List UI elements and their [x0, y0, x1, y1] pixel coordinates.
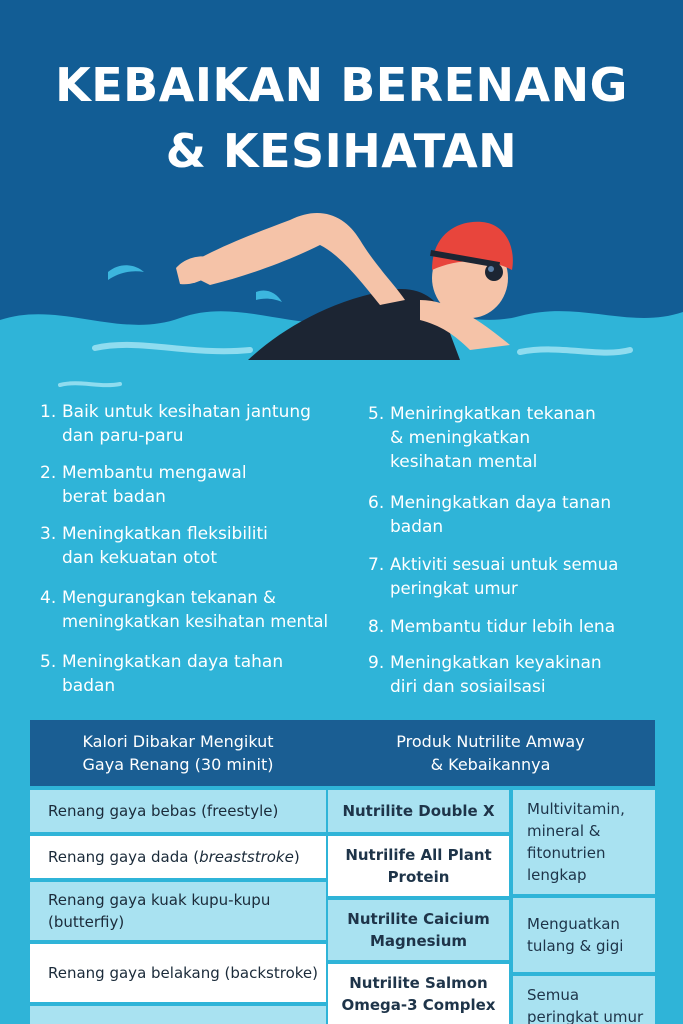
benefit-item-right-1: [368, 402, 596, 474]
benefit-item-right-3: [368, 553, 618, 601]
benefit-text: Meningkatkan fleksibiliti: [62, 524, 268, 544]
benefit-text: diri dan sosiailsasi: [390, 677, 546, 697]
products-header-line: & Kebaikannya: [430, 755, 551, 774]
product-benefit-text: Semua peringkat umur: [527, 986, 644, 1024]
benefit-item-left-3: [40, 522, 268, 570]
benefit-item-right-5: [368, 651, 602, 699]
title-line-1: KEBAIKAN BERENANG: [55, 58, 628, 112]
benefit-text: dan kekuatan otot: [62, 548, 217, 568]
products-header-line: Produk Nutrilite Amway: [396, 732, 585, 751]
product-name: Nutrilite Salmon Omega-3 Complex: [341, 974, 496, 1014]
benefit-number: 5.: [40, 652, 57, 672]
benefit-number: 7.: [368, 555, 385, 575]
product-benefit-text: Menguatkan tulang & gigi: [527, 915, 624, 955]
product-cell: [328, 964, 509, 1024]
calories-row-text-after: ): [293, 848, 300, 866]
benefit-item-left-5: [40, 650, 283, 698]
product-name: Nutrilite Double X: [342, 802, 495, 820]
benefit-item-right-4: [368, 615, 615, 639]
benefit-text: Meningkatkan daya tanan: [390, 493, 612, 513]
calories-row-italic: breaststroke: [199, 848, 294, 866]
product-benefit-cell: [513, 898, 655, 972]
benefit-number: 3.: [40, 524, 57, 544]
title-line-2: & KESIHATAN: [165, 124, 518, 178]
products-table-header: [326, 720, 655, 786]
calories-row-text: Renang gaya bebas (freestyle): [48, 802, 279, 820]
product-benefit-cell: [513, 976, 655, 1024]
benefit-text: Membantu tidur lebih lena: [390, 617, 616, 637]
benefit-item-left-2: [40, 461, 247, 509]
info-tables: [30, 720, 655, 1024]
calories-table-header: [30, 720, 326, 786]
benefit-number: 8.: [368, 617, 385, 637]
product-cell: [328, 790, 509, 832]
product-name: Nutrilife All Plant Protein: [345, 846, 492, 886]
calories-header-line: Gaya Renang (30 minit): [82, 755, 274, 774]
product-name: Nutrilite Caicium Magnesium: [347, 910, 490, 950]
calories-header-line: Kalori Dibakar Mengikut: [82, 732, 274, 751]
benefit-item-left-4: [40, 586, 328, 634]
calories-row-text: Renang gaya belakang (backstroke): [48, 964, 318, 982]
calories-row: [30, 836, 326, 878]
benefit-number: 5.: [368, 404, 385, 424]
benefit-text: Baik untuk kesihatan jantung: [62, 402, 311, 422]
benefit-text: meningkatkan kesihatan mental: [62, 612, 329, 631]
calories-row: [30, 882, 326, 940]
benefit-text: peringkat umur: [390, 579, 518, 598]
product-cell: [328, 836, 509, 896]
benefit-text: Meningkatkan keyakinan: [390, 653, 602, 673]
benefit-text: Aktiviti sesuai untuk semua: [390, 555, 619, 574]
benefit-text: badan: [390, 517, 444, 537]
calories-row-text: Renang gaya dada (: [48, 848, 200, 866]
benefit-item-right-2: [368, 491, 611, 539]
product-cell: [328, 900, 509, 960]
calories-row-partial: [30, 1006, 326, 1024]
calories-row: [30, 790, 326, 832]
benefit-item-left-1: [40, 400, 311, 448]
benefit-number: 4.: [40, 588, 57, 608]
product-benefit-cell: [513, 790, 655, 894]
benefit-text: berat badan: [62, 487, 166, 507]
benefit-text: Meniringkatkan tekanan: [390, 404, 596, 424]
benefit-text: Membantu mengawal: [62, 463, 247, 483]
calories-row: [30, 944, 326, 1002]
benefit-text: & meningkatkan: [390, 428, 531, 448]
benefit-text: Meningkatkan daya tahan: [62, 652, 284, 672]
benefit-text: kesihatan mental: [390, 452, 538, 472]
benefit-number: 6.: [368, 493, 385, 513]
benefit-text: Mengurangkan tekanan &: [62, 588, 276, 607]
benefit-number: 9.: [368, 653, 385, 673]
benefit-number: 1.: [40, 402, 57, 422]
benefit-text: dan paru-paru: [62, 426, 184, 446]
benefit-number: 2.: [40, 463, 57, 483]
product-benefit-text: Multivitamin, mineral & fitonutrien lengkap: [527, 800, 625, 884]
benefit-text: badan: [62, 676, 116, 696]
calories-row-text: Renang gaya kuak kupu-kupu (butterfiy): [48, 891, 271, 931]
